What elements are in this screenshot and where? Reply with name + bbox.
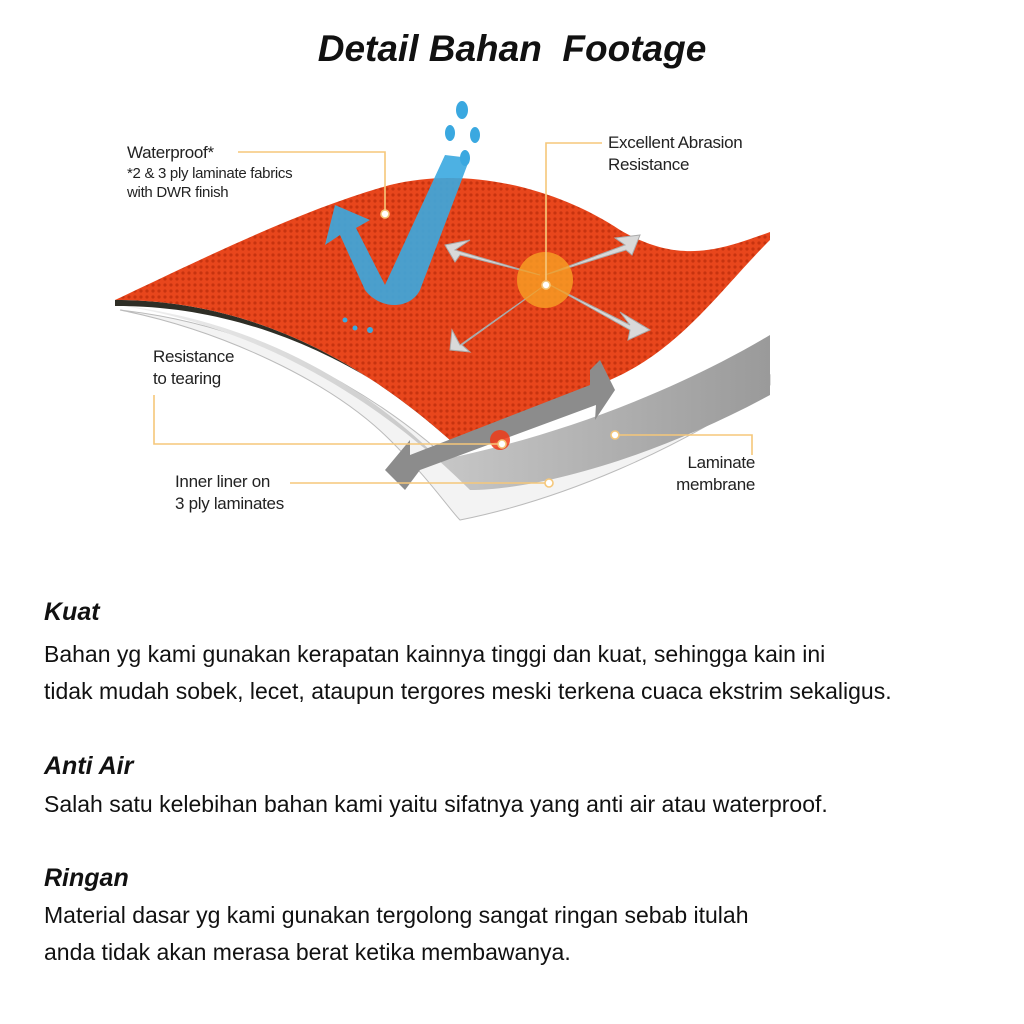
inner-liner-label [175, 471, 284, 515]
feature-text-anti-air: Salah satu kelebihan bahan kami yaitu sifatnya yang anti air atau waterproof. [44, 791, 828, 817]
waterproof-label [127, 142, 292, 202]
laminate-label [655, 452, 755, 496]
feature-text-ringan-2: anda tidak akan merasa berat ketika membawanya. [44, 939, 571, 965]
feature-text-kuat-2: tidak mudah sobek, lecet, ataupun tergores meski terkena cuaca ekstrim sekaligus. [44, 678, 892, 704]
feature-heading-kuat: Kuat [44, 598, 100, 626]
feature-heading-ringan: Ringan [44, 864, 129, 892]
tearing-line-1: Resistance [153, 347, 235, 366]
abrasion-label [608, 132, 742, 176]
page-title: Detail Bahan Footage [317, 28, 707, 69]
inner-liner-line-2: 3 ply laminates [175, 494, 284, 513]
feature-heading-anti-air: Anti Air [44, 752, 134, 780]
laminate-line-1: Laminate [687, 453, 755, 472]
feature-text-ringan-1: Material dasar yg kami gunakan tergolong sangat ringan sebab itulah [44, 902, 749, 928]
waterproof-note-1: *2 & 3 ply laminate fabrics [127, 165, 293, 182]
waterproof-note-2: with DWR finish [127, 184, 229, 201]
waterproof-title: Waterproof* [127, 143, 214, 162]
abrasion-line-2: Resistance [608, 155, 690, 174]
tearing-line-2: to tearing [153, 369, 221, 388]
inner-liner-line-1: Inner liner on [175, 472, 271, 491]
abrasion-line-1: Excellent Abrasion [608, 133, 743, 152]
tearing-label [153, 346, 234, 390]
laminate-line-2: membrane [676, 475, 755, 494]
feature-text-kuat-1: Bahan yg kami gunakan kerapatan kainnya tinggi dan kuat, sehingga kain ini [44, 641, 826, 667]
